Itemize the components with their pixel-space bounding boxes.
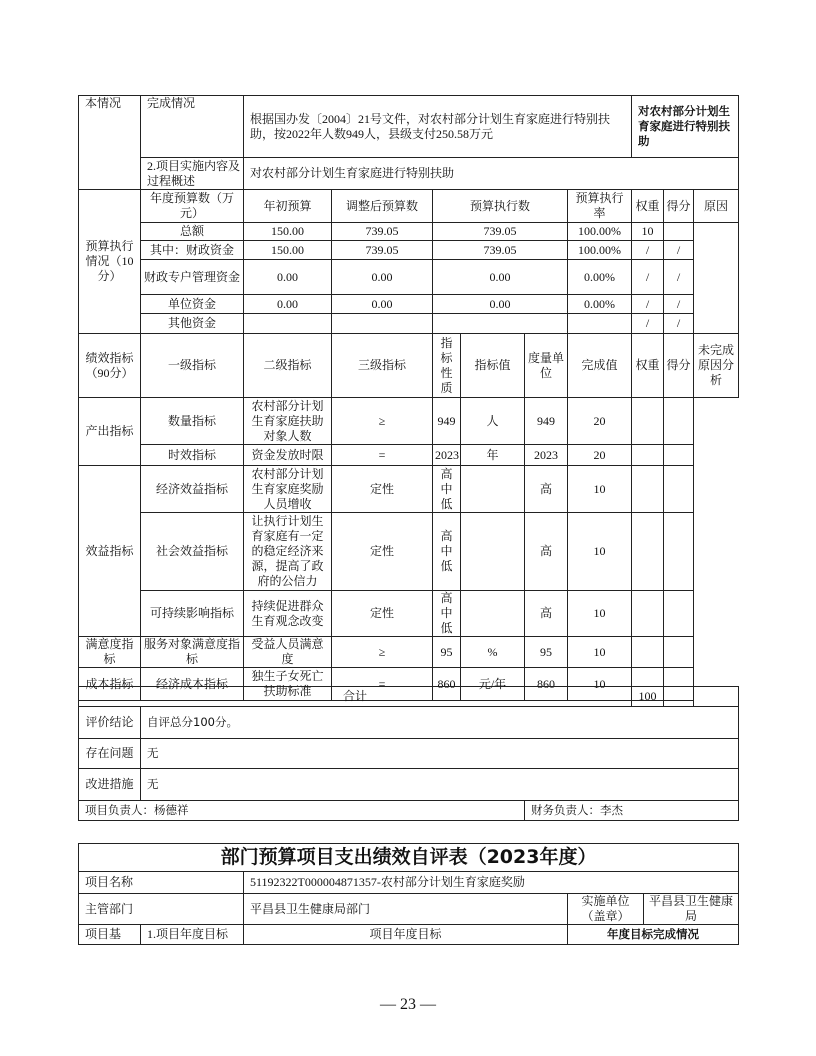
indicator-l2: 可持续影响指标 [141,591,244,637]
indicator-unit [461,591,525,637]
indicator-score [632,398,664,445]
goal-status-header: 年度目标完成情况 [568,925,739,945]
budget-row [79,223,739,241]
perf-header: 二级指标 [244,334,332,398]
indicator-row [79,398,739,445]
budget-section-label: 预算执行情况（10分） [79,190,141,334]
problems-label: 存在问题 [79,739,141,769]
indicator-l3: 持续促进群众生育观念改变 [244,591,332,637]
indicator-l3: 让执行计划生育家庭有一定的稳定经济来源，提高了政府的公信力 [244,513,332,591]
indicator-nature: 定性 [332,513,433,591]
dept: 平昌县卫生健康局部门 [244,894,568,925]
impl-unit-label: 实施单位（盖章） [568,894,644,925]
perf-header: 指标性质 [433,334,461,398]
indicator-nature: ≥ [332,398,433,445]
conclusion-label: 评价结论 [79,707,141,739]
indicator-reason [664,398,694,445]
indicator-weight: 10 [568,466,632,513]
budget-executed: 739.05 [433,241,568,260]
indicator-nature: 定性 [332,466,433,513]
project-name: 51192322T000004871357-农村部分计划生育家庭奖励 [244,872,739,894]
indicator-weight: 10 [568,591,632,637]
indicator-nature: = [332,668,433,701]
budget-label: 财政专户管理资金 [141,260,244,295]
completion-text: 根据国办发〔2004〕21号文件，对农村部分计划生育家庭进行特别扶助，按2022年人数949人，县级支付250.58万元 [244,96,632,158]
indicator-unit: 年 [461,445,525,466]
indicator-weight: 20 [568,398,632,445]
indicator-l3: 农村部分计划生育家庭扶助对象人数 [244,398,332,445]
budget-initial: 150.00 [244,223,332,241]
indicator-row [79,637,739,668]
indicator-target: 860 [433,668,461,701]
budget-initial: 0.00 [244,295,332,314]
indicator-l2: 经济效益指标 [141,466,244,513]
budget-score: / [664,314,694,334]
basic-label: 项目基 [79,925,141,945]
indicator-reason [664,513,694,591]
performance-section-label: 绩效指标（90分） [79,334,141,398]
budget-weight: / [632,260,664,295]
indicator-actual: 860 [525,668,568,701]
indicator-l2: 社会效益指标 [141,513,244,591]
budget-score: / [664,260,694,295]
indicator-l2: 时效指标 [141,445,244,466]
budget-header: 年度预算数（万元） [141,190,244,223]
budget-rate: 0.00% [568,260,632,295]
total-reason [694,687,739,707]
budget-reason [694,223,739,334]
level1-indicator: 满意度指标 [79,637,141,668]
indicator-reason [664,637,694,668]
perf-header: 权重 [632,334,664,398]
indicator-unit [461,466,525,513]
form-title: 部门预算项目支出绩效自评表（2023年度） [79,844,739,872]
indicator-unit [461,513,525,591]
indicator-l2: 数量指标 [141,398,244,445]
indicator-unit: 元/年 [461,668,525,701]
perf-header: 完成值 [568,334,632,398]
budget-label: 其他资金 [141,314,244,334]
indicator-row [79,591,739,637]
indicator-target: 高中低 [433,466,461,513]
budget-row [79,295,739,314]
indicator-row [79,513,739,591]
perf-header: 三级指标 [332,334,433,398]
indicator-target: 2023 [433,445,461,466]
budget-header: 预算执行数 [433,190,568,223]
indicator-l3: 受益人员满意度 [244,637,332,668]
project-lead: 项目负责人：杨德祥 [79,801,525,821]
budget-weight: / [632,314,664,334]
total-score [664,687,694,707]
budget-row [79,241,739,260]
indicator-weight: 10 [568,637,632,668]
indicator-reason [664,591,694,637]
completion-label: 完成情况 [141,96,244,158]
indicator-reason [664,466,694,513]
dept-label: 主管部门 [79,894,244,925]
level1-indicator: 成本指标 [79,668,141,701]
budget-rate: 100.00% [568,223,632,241]
indicator-actual: 2023 [525,445,568,466]
summary-table [78,686,739,821]
budget-header: 预算执行率 [568,190,632,223]
budget-header: 得分 [664,190,694,223]
budget-score: / [664,241,694,260]
budget-executed: 0.00 [433,260,568,295]
indicator-nature: 定性 [332,591,433,637]
budget-header: 权重 [632,190,664,223]
budget-initial [244,314,332,334]
budget-initial: 150.00 [244,241,332,260]
budget-executed: 739.05 [433,223,568,241]
indicator-actual: 949 [525,398,568,445]
indicator-nature: = [332,445,433,466]
indicator-target: 95 [433,637,461,668]
indicator-actual: 高 [525,591,568,637]
budget-header: 原因 [694,190,739,223]
indicator-weight: 20 [568,445,632,466]
indicator-l2: 服务对象满意度指标 [141,637,244,668]
project-name-label: 项目名称 [79,872,244,894]
indicator-target: 949 [433,398,461,445]
budget-weight: / [632,241,664,260]
indicator-actual: 高 [525,466,568,513]
budget-label: 单位资金 [141,295,244,314]
indicator-score [632,591,664,637]
impl-label: 2.项目实施内容及过程概述 [141,158,244,190]
budget-weight: / [632,295,664,314]
budget-initial: 0.00 [244,260,332,295]
finance-lead: 财务负责人：李杰 [525,801,739,821]
indicator-nature: ≥ [332,637,433,668]
indicator-score [632,513,664,591]
indicator-score [632,466,664,513]
budget-rate [568,314,632,334]
indicator-l3: 独生子女死亡扶助标准 [244,668,332,701]
budget-row [79,314,739,334]
total-weight: 100 [632,687,664,707]
indicator-weight: 10 [568,513,632,591]
budget-score: / [664,295,694,314]
budget-label: 其中：财政资金 [141,241,244,260]
goal-header: 项目年度目标 [244,925,568,945]
indicator-unit: 人 [461,398,525,445]
self-evaluation-table-continued [78,95,739,701]
problems-text: 无 [141,739,739,769]
perf-header: 指标值 [461,334,525,398]
indicator-l2: 经济成本指标 [141,668,244,701]
impl-unit: 平昌县卫生健康局 [644,894,739,925]
indicator-target: 高中低 [433,513,461,591]
budget-header: 调整后预算数 [332,190,433,223]
perf-header: 未完成原因分析 [694,334,739,398]
improvements-text: 无 [141,769,739,801]
perf-header: 得分 [664,334,694,398]
indicator-score [632,445,664,466]
goal-label: 1.项目年度目标 [141,925,244,945]
budget-adjusted [332,314,433,334]
level1-indicator: 效益指标 [79,466,141,637]
completion-target: 对农村部分计划生育家庭进行特别扶助 [632,96,739,158]
total-label: 合计 [79,687,632,707]
improvements-label: 改进措施 [79,769,141,801]
budget-adjusted: 739.05 [332,223,433,241]
budget-adjusted: 0.00 [332,295,433,314]
perf-header: 度量单位 [525,334,568,398]
budget-label: 总额 [141,223,244,241]
budget-executed: 0.00 [433,295,568,314]
budget-weight: 10 [632,223,664,241]
conclusion-text: 自评总分100分。 [141,707,739,739]
indicator-row [79,466,739,513]
impl-text: 对农村部分计划生育家庭进行特别扶助 [244,158,739,190]
self-evaluation-table-2023 [78,843,739,945]
perf-header: 一级指标 [141,334,244,398]
budget-rate: 100.00% [568,241,632,260]
indicator-reason [664,445,694,466]
budget-score [664,223,694,241]
budget-adjusted: 739.05 [332,241,433,260]
indicator-unit: % [461,637,525,668]
page-number: — 23 — [380,996,436,1013]
indicator-l3: 资金发放时限 [244,445,332,466]
basic-section-label: 本情况 [79,96,141,190]
indicator-row [79,445,739,466]
indicator-l3: 农村部分计划生育家庭奖励人员增收 [244,466,332,513]
level1-indicator: 产出指标 [79,398,141,466]
indicator-weight: 10 [568,668,632,701]
budget-header: 年初预算 [244,190,332,223]
indicator-target: 高中低 [433,591,461,637]
budget-rate: 0.00% [568,295,632,314]
budget-adjusted: 0.00 [332,260,433,295]
indicator-actual: 95 [525,637,568,668]
budget-executed [433,314,568,334]
indicator-score [632,637,664,668]
indicator-actual: 高 [525,513,568,591]
budget-row [79,260,739,295]
